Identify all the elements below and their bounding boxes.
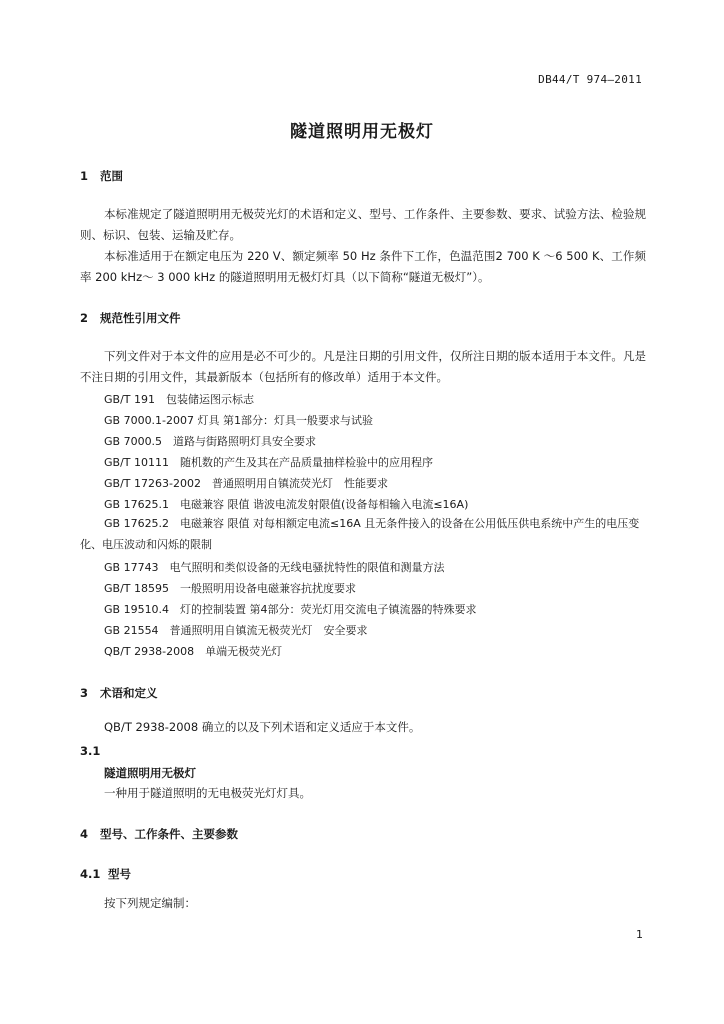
section-title: 规范性引用文件 [100,311,181,325]
reference-item: GB/T 17263-2002 普通照明用自镇流荧光灯 性能要求 [104,477,388,490]
reference-item: GB 17625.2 电磁兼容 限值 对每相额定电流≤16A 且无条件接入的设备在公用低压供电系统中产生的电压变化、电压波动和闪烁的限制 [80,517,640,551]
model-text: 按下列规定编制： [104,896,196,910]
section-number: 3 [80,686,89,700]
reference-item: GB 7000.1-2007 灯具 第1部分：灯具一般要求与试验 [104,414,374,427]
section-title: 术语和定义 [100,686,158,700]
term-name: 隧道照明用无极灯 [104,766,196,780]
subsection-title: 型号 [108,867,131,881]
scope-paragraph-1: 本标准规定了隧道照明用无极荧光灯的术语和定义、型号、工作条件、主要参数、要求、试验方法、检验规则、标识、包装、运输及贮存。 [80,207,646,242]
section-1-heading [80,168,123,184]
reference-item: GB 19510.4 灯的控制装置 第4部分：荧光灯用交流电子镇流器的特殊要求 [104,603,477,616]
scope-paragraph-2: 本标准适用于在额定电压为 220 V、额定频率 50 Hz 条件下工作，色温范围2 700 K ～6 500 K、工作频率 200 kHz～ 3 000 kHz 的隧道照明用无极灯灯具（以下简称“隧道无极灯”）。 [80,249,646,284]
doc-code: DB44/T 974—2011 [538,73,642,86]
subsection-4-1-heading [80,866,131,882]
section-number: 4 [80,827,89,841]
term-definition: 一种用于隧道照明的无电极荧光灯灯具。 [104,786,311,800]
reference-item: GB 21554 普通照明用自镇流无极荧光灯 安全要求 [104,624,368,637]
section-3-heading [80,685,158,701]
reference-item: GB/T 10111 随机数的产生及其在产品质量抽样检验中的应用程序 [104,456,433,469]
clause-number: 3.1 [80,744,101,758]
section-title: 范围 [100,169,123,183]
subsection-number: 4.1 [80,867,101,881]
reference-item: GB 7000.5 道路与街路照明灯具安全要求 [104,435,317,448]
document-title: 隧道照明用无极灯 [290,122,434,142]
section-number: 2 [80,311,89,325]
section-4-heading [80,826,238,842]
section-2-heading [80,310,181,326]
section-number: 1 [80,169,89,183]
reference-item: GB 17743 电气照明和类似设备的无线电骚扰特性的限值和测量方法 [104,561,445,574]
reference-item: GB 17625.1 电磁兼容 限值 谐波电流发射限值(设备每相输入电流≤16A) [104,498,469,511]
reference-item: GB/T 18595 一般照明用设备电磁兼容抗扰度要求 [104,582,356,595]
reference-item: QB/T 2938-2008 单端无极荧光灯 [104,645,283,658]
reference-item: GB/T 191 包装储运图示标志 [104,393,254,406]
section-title: 型号、工作条件、主要参数 [100,827,238,841]
page-number: 1 [636,928,643,941]
terms-intro: QB/T 2938-2008 确立的以及下列术语和定义适应于本文件。 [104,720,421,734]
references-intro: 下列文件对于本文件的应用是必不可少的。凡是注日期的引用文件，仅所注日期的版本适用于本文件。凡是不注日期的引用文件，其最新版本（包括所有的修改单）适用于本文件。 [80,349,646,384]
